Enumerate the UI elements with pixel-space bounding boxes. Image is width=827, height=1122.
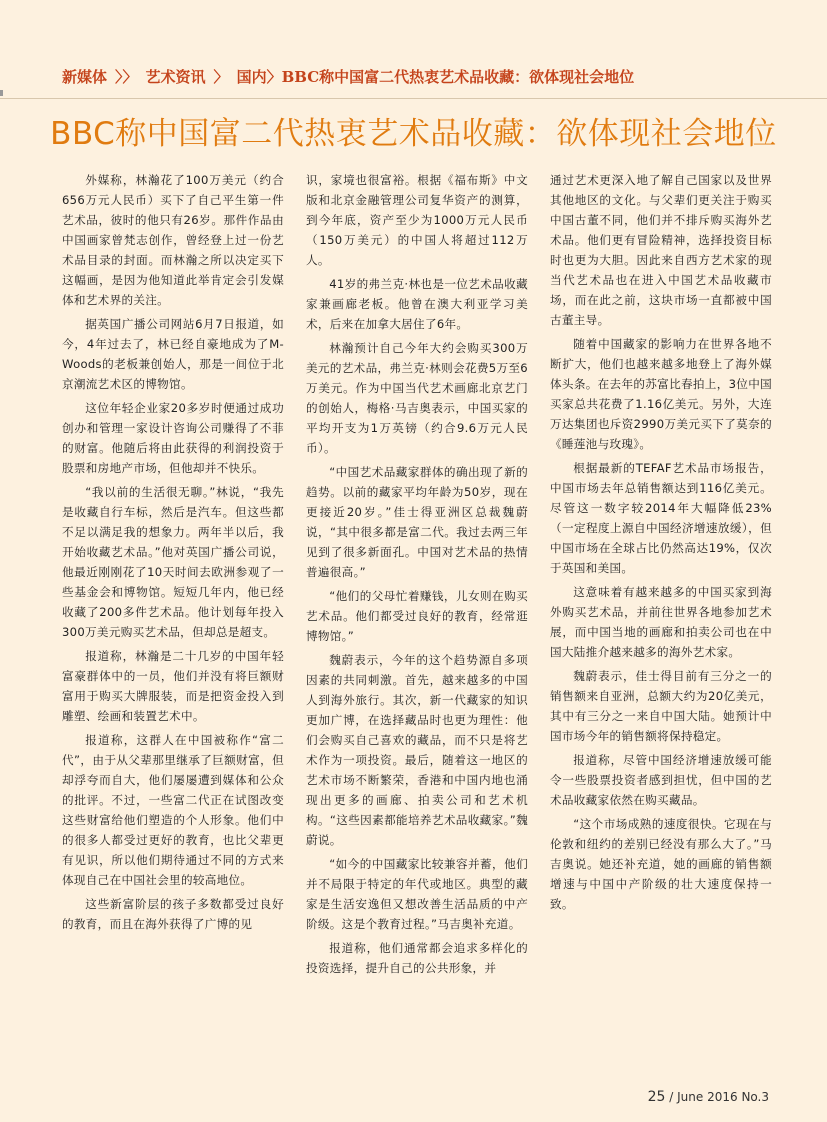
paragraph: “中国艺术品藏家群体的确出现了新的趋势。以前的藏家平均年龄为50岁，现在更接近20岁。”佳士得亚洲区总裁魏蔚说，“其中很多都是富二代。我过去两三年见到了很多新面孔。中国对艺术品的热情普遍很高。” bbox=[306, 465, 528, 579]
paragraph: 这些新富阶层的孩子多数都受过良好的教育，而且在海外获得了广博的见 bbox=[62, 897, 284, 931]
paragraph: 这意味着有越来越多的中国买家到海外购买艺术品，并前往世界各地参加艺术展，而中国当地的画廊和拍卖公司也在中国大陆推介越来越多的海外艺术家。 bbox=[550, 585, 772, 659]
column-3 bbox=[550, 170, 772, 1070]
paragraph: 据英国广播公司网站6月7日报道，如今，4年过去了，林已经自豪地成为了M-Woods的老板兼创始人，那是一间位于北京潮流艺术区的博物馆。 bbox=[62, 317, 284, 391]
paragraph: 根据最新的TEFAF艺术品市场报告，中国市场去年总销售额达到116亿美元。尽管这一数字较2014年大幅降低23%（一定程度上源自中国经济增速放缓），但中国市场在全球占比仍然高达19%，仅次于英国和美国。 bbox=[550, 461, 772, 575]
article-body bbox=[62, 170, 772, 1070]
breadcrumb-item-new-media[interactable]: 新媒体 bbox=[62, 68, 108, 86]
breadcrumb-separator: 〉 bbox=[266, 68, 282, 86]
breadcrumb-current-article: BBC称中国富二代热衷艺术品收藏：欲体现社会地位 bbox=[281, 68, 635, 86]
margin-tick bbox=[0, 90, 3, 96]
header-divider bbox=[0, 98, 827, 99]
paragraph: 林瀚预计自己今年大约会购买300万美元的艺术品，弗兰克·林则会花费5万至6万美元。作为中国当代艺术画廊北京艺门的创始人，梅格·马吉奥表示，中国买家的平均开支为1万英镑（约合9.6万元人民币）。 bbox=[306, 341, 528, 455]
column-1 bbox=[62, 170, 284, 1070]
page-footer bbox=[648, 1089, 769, 1105]
breadcrumb-separator: 〉 bbox=[213, 68, 229, 86]
paragraph: 这位年轻企业家20多岁时便通过成功创办和管理一家设计咨询公司赚得了不菲的财富。他随后将由此获得的利润投资于股票和房地产市场，但他却并不快乐。 bbox=[62, 401, 284, 475]
paragraph: 报道称，尽管中国经济增速放缓可能令一些股票投资者感到担忧，但中国的艺术品收藏家依然在购买藏品。 bbox=[550, 753, 772, 807]
breadcrumb-item-art-news[interactable]: 艺术资讯 bbox=[145, 68, 206, 86]
paragraph: 魏蔚表示，今年的这个趋势源自多项因素的共同刺激。首先，越来越多的中国人到海外旅行。其次，新一代藏家的知识更加广博，在选择藏品时也更为理性：他们会购买自己喜欢的藏品，而不只是将艺术作为一项投资。最后，随着这一地区的艺术市场不断繁荣，香港和中国内地也涌现出更多的画廊、拍卖公司和艺术机构。“这些因素都能培养艺术品收藏家。”魏蔚说。 bbox=[306, 653, 528, 847]
paragraph: 报道称，这群人在中国被称作“富二代”，由于从父辈那里继承了巨额财富，但却浮夸而自大，他们屡屡遭到媒体和公众的批评。不过，一些富二代正在试图改变这些财富给他们塑造的个人形象。他们中的很多人都受过更好的教育，也比父辈更有见识，所以他们期待通过不同的方式来体现自己在中国社会里的较高地位。 bbox=[62, 733, 284, 887]
footer-slash: / bbox=[669, 1090, 674, 1104]
paragraph: “他们的父母忙着赚钱，儿女则在购买艺术品。他们都受过良好的教育，经常逛博物馆。” bbox=[306, 589, 528, 643]
breadcrumb-item-domestic[interactable]: 国内 bbox=[236, 68, 267, 86]
breadcrumb bbox=[62, 66, 634, 87]
paragraph: 报道称，林瀚是二十几岁的中国年轻富豪群体中的一员，他们并没有将巨额财富用于购买大牌服装，而是把资金投入到雕塑、绘画和装置艺术中。 bbox=[62, 649, 284, 723]
page-number: 25 bbox=[647, 1089, 666, 1105]
paragraph: “我以前的生活很无聊。”林说，“我先是收藏自行车标，然后是汽车。但这些都不足以满足我的想象力。两年半以后，我开始收藏艺术品。”他对英国广播公司说，他最近刚刚花了10天时间去欧洲参观了一些基金会和博物馆。短短几年内，他已经收藏了200多件艺术品。他计划每年投入300万美元购买艺术品，但却总是超支。 bbox=[62, 485, 284, 639]
article-headline: BBC称中国富二代热衷艺术品收藏：欲体现社会地位 bbox=[50, 116, 777, 152]
paragraph: “如今的中国藏家比较兼容并蓄，他们并不局限于特定的年代或地区。典型的藏家是生活安逸但又想改善生活品质的中产阶级。这是个教育过程。”马吉奥补充道。 bbox=[306, 857, 528, 931]
paragraph: 外媒称，林瀚花了100万美元（约合656万元人民币）买下了自己平生第一件艺术品，彼时的他只有26岁。那件作品由中国画家曾梵志创作，曾经登上过一份艺术品目录的封面。而林瀚之所以决定买下这幅画，是因为他知道此举肯定会引发媒体和艺术界的关注。 bbox=[62, 173, 284, 307]
column-2 bbox=[306, 170, 528, 1070]
breadcrumb-separator: 〉〉 bbox=[115, 68, 138, 86]
paragraph-continued: 通过艺术更深入地了解自己国家以及世界其他地区的文化。与父辈们更关注于购买中国古董不同，他们并不排斥购买海外艺术品。他们更有冒险精神，选择投资目标时也更为大胆。因此来自西方艺术家的现当代艺术品也在进入中国艺术品收藏市场，而在此之前，这块市场一直都被中国古董主导。 bbox=[550, 173, 772, 327]
paragraph: 报道称，他们通常都会追求多样化的投资选择，提升自己的公共形象，并 bbox=[306, 941, 528, 975]
paragraph: 魏蔚表示，佳士得目前有三分之一的销售额来自亚洲，总额大约为20亿美元，其中有三分之一来自中国大陆。她预计中国市场今年的销售额将保持稳定。 bbox=[550, 669, 772, 743]
paragraph-continued: 识，家境也很富裕。根据《福布斯》中文版和北京金融管理公司复华资产的测算，到今年底，资产至少为1000万元人民币（150万美元）的中国人将超过112万人。 bbox=[306, 173, 528, 267]
paragraph: “这个市场成熟的速度很快。它现在与伦敦和纽约的差别已经没有那么大了。”马吉奥说。她还补充道，她的画廊的销售额增速与中国中产阶级的壮大速度保持一致。 bbox=[550, 817, 772, 911]
paragraph: 随着中国藏家的影响力在世界各地不断扩大，他们也越来越多地登上了海外媒体头条。在去年的苏富比春拍上，3位中国买家总共花费了1.16亿美元。另外，大连万达集团也斥资2990万美元买下了莫奈的《睡莲池与玫瑰》。 bbox=[550, 337, 772, 451]
issue-label: June 2016 No.3 bbox=[677, 1090, 769, 1104]
paragraph: 41岁的弗兰克·林也是一位艺术品收藏家兼画廊老板。他曾在澳大利亚学习美术，后来在加拿大居住了6年。 bbox=[306, 277, 528, 331]
